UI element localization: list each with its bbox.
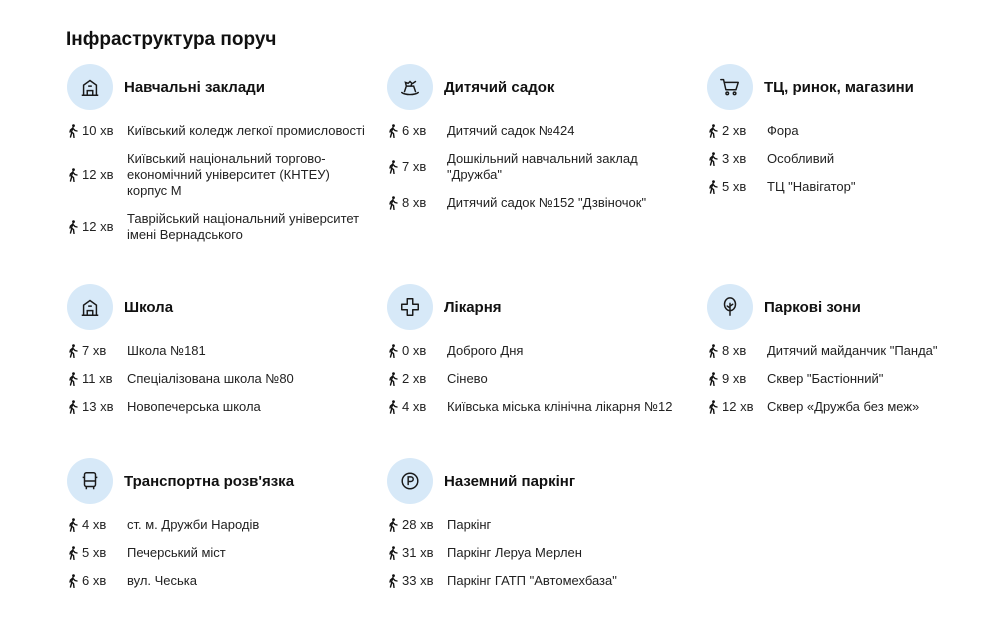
walking-person-icon (387, 400, 399, 414)
section-title: Дитячий садок (444, 78, 555, 96)
place-name: Київська міська клінічна лікарня №12 (447, 399, 673, 414)
walking-person-icon (387, 574, 399, 588)
section-education (67, 64, 367, 255)
item-list (387, 123, 687, 211)
section-header (707, 284, 1000, 330)
walk-time: 0 хв (402, 343, 427, 358)
section-header (387, 284, 687, 330)
place-name: Сінево (447, 371, 488, 386)
list-item (67, 371, 367, 387)
walking-person-icon (67, 124, 79, 138)
section-title: Лікарня (444, 298, 502, 316)
medical-cross-icon (387, 284, 433, 330)
walking-person-icon (387, 518, 399, 532)
walk-time: 12 хв (82, 167, 114, 182)
list-item (387, 123, 687, 139)
parking-icon (387, 458, 433, 504)
walking-person-icon (707, 344, 719, 358)
place-name: Школа №181 (127, 343, 206, 358)
walking-person-icon (707, 152, 719, 166)
walking-person-icon (67, 344, 79, 358)
walk-time: 11 хв (82, 371, 113, 386)
walking-person-icon (387, 160, 399, 174)
list-item (387, 517, 687, 533)
place-name: Печерський міст (127, 545, 226, 560)
list-item (67, 573, 367, 589)
list-item (387, 371, 687, 387)
bus-icon (67, 458, 113, 504)
walk-time: 9 хв (722, 371, 747, 386)
walk-time: 7 хв (82, 343, 107, 358)
walking-person-icon (67, 372, 79, 386)
list-item (707, 151, 1000, 167)
tree-icon (707, 284, 753, 330)
section-title: Навчальні заклади (124, 78, 265, 96)
page-title: Інфраструктура поруч (66, 29, 277, 50)
section-header (67, 284, 367, 330)
list-item (67, 211, 367, 243)
place-name: Новопечерська школа (127, 399, 261, 414)
walk-time: 6 хв (82, 573, 107, 588)
list-item (707, 179, 1000, 195)
list-item (67, 517, 367, 533)
place-name: ТЦ "Навігатор" (767, 179, 856, 194)
list-item (387, 399, 687, 415)
walk-time: 2 хв (402, 371, 427, 386)
walk-time: 8 хв (722, 343, 747, 358)
section-header (67, 458, 367, 504)
section-title: ТЦ, ринок, магазини (764, 78, 914, 96)
walk-time: 5 хв (82, 545, 107, 560)
section-title: Школа (124, 298, 174, 316)
walk-time: 13 хв (82, 399, 114, 414)
item-list (67, 517, 367, 589)
place-name: ст. м. Дружби Народів (127, 517, 260, 532)
walk-time: 28 хв (402, 517, 434, 532)
section-parking (387, 458, 687, 601)
place-name: вул. Чеська (127, 573, 198, 588)
section-transport (67, 458, 367, 601)
item-list (707, 343, 1000, 415)
walk-time: 12 хв (82, 219, 114, 234)
walking-person-icon (707, 372, 719, 386)
item-list (707, 123, 1000, 195)
item-list (387, 517, 687, 589)
walking-person-icon (67, 546, 79, 560)
list-item (707, 371, 1000, 387)
place-name: Дитячий майданчик "Панда" (767, 343, 938, 358)
walk-time: 5 хв (722, 179, 747, 194)
list-item (387, 545, 687, 561)
section-school (67, 284, 367, 427)
place-name: Спеціалізована школа №80 (127, 371, 294, 386)
list-item (707, 343, 1000, 359)
section-header (387, 458, 687, 504)
walk-time: 7 хв (402, 159, 427, 174)
place-name: Київський національний торгово-економічний університет (КНТЕУ) корпус М (127, 151, 330, 198)
section-title: Транспортна розв'язка (124, 472, 295, 490)
list-item (67, 399, 367, 415)
place-name: Дитячий садок №152 "Дзвіночок" (447, 195, 647, 210)
section-title: Паркові зони (764, 298, 861, 316)
section-hospital (387, 284, 687, 427)
place-name: Дитячий садок №424 (447, 123, 575, 138)
walking-person-icon (387, 124, 399, 138)
walk-time: 31 хв (402, 545, 434, 560)
walk-time: 10 хв (82, 123, 114, 138)
place-name: Особливий (767, 151, 835, 166)
school-building-icon (67, 64, 113, 110)
item-list (387, 343, 687, 415)
list-item (387, 343, 687, 359)
walk-time: 4 хв (402, 399, 427, 414)
list-item (707, 123, 1000, 139)
list-item (67, 343, 367, 359)
place-name: Дошкільний навчальний заклад "Дружба" (447, 151, 638, 182)
walking-person-icon (707, 180, 719, 194)
section-kindergarten (387, 64, 687, 223)
list-item (67, 123, 367, 139)
walk-time: 2 хв (722, 123, 747, 138)
walk-time: 12 хв (722, 399, 754, 414)
walking-person-icon (707, 124, 719, 138)
place-name: Доброго Дня (447, 343, 524, 358)
walking-person-icon (67, 220, 79, 234)
walking-person-icon (67, 168, 79, 182)
school-building-icon (67, 284, 113, 330)
walking-person-icon (67, 574, 79, 588)
walking-person-icon (707, 400, 719, 414)
walking-person-icon (387, 546, 399, 560)
list-item (387, 151, 687, 183)
place-name: Паркінг (447, 517, 492, 532)
place-name: Київський коледж легкої промисловості (127, 123, 365, 138)
walking-person-icon (67, 400, 79, 414)
section-header (707, 64, 1000, 110)
walking-person-icon (387, 344, 399, 358)
item-list (67, 343, 367, 415)
list-item (387, 195, 687, 211)
walk-time: 6 хв (402, 123, 427, 138)
walk-time: 33 хв (402, 573, 434, 588)
place-name: Сквер «Дружба без меж» (767, 399, 920, 414)
shopping-cart-icon (707, 64, 753, 110)
place-name: Фора (767, 123, 799, 138)
place-name: Таврійський національний університет імені Вернадського (127, 211, 360, 242)
place-name: Паркінг ГАТП "Автомехбаза" (447, 573, 617, 588)
section-parks (707, 284, 1000, 427)
rocking-horse-icon (387, 64, 433, 110)
section-header (67, 64, 367, 110)
place-name: Паркінг Леруа Мерлен (447, 545, 582, 560)
section-shopping (707, 64, 1000, 207)
walk-time: 3 хв (722, 151, 747, 166)
walking-person-icon (67, 518, 79, 532)
list-item (387, 573, 687, 589)
section-header (387, 64, 687, 110)
walking-person-icon (387, 372, 399, 386)
list-item (67, 545, 367, 561)
walk-time: 8 хв (402, 195, 427, 210)
section-title: Наземний паркінг (444, 472, 576, 490)
list-item (707, 399, 1000, 415)
place-name: Сквер "Бастіонний" (767, 371, 884, 386)
walk-time: 4 хв (82, 517, 107, 532)
list-item (67, 151, 367, 199)
item-list (67, 123, 367, 243)
walking-person-icon (387, 196, 399, 210)
